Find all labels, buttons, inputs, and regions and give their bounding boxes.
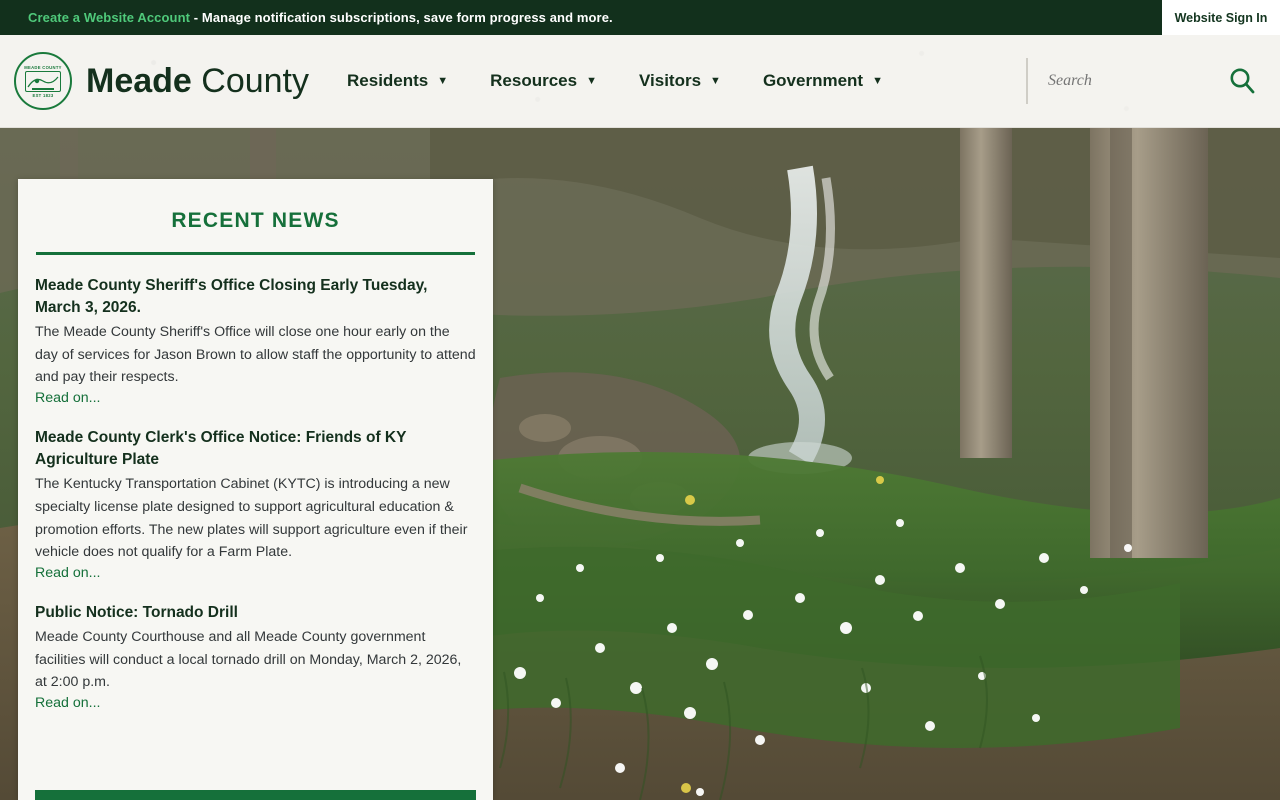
news-item	[35, 255, 476, 407]
website-sign-in-button[interactable]: Website Sign In	[1162, 0, 1280, 35]
news-item-title[interactable]: Meade County Clerk's Office Notice: Friends of KY Agriculture Plate	[35, 429, 407, 469]
county-seal-icon	[14, 52, 72, 110]
nav-label-government: Government	[762, 71, 864, 90]
news-item-body: The Meade County Sheriff's Office will close one hour early on the day of services for Jason Brown to allow staff the opportunity to attend and pay their respects.	[35, 324, 476, 386]
seal-bottom-text: EST 1823	[32, 92, 54, 98]
recent-news-card	[18, 179, 493, 800]
utility-bar	[0, 0, 1280, 35]
nav-label-visitors: Visitors	[638, 71, 702, 90]
news-item-read-on-link[interactable]: Read on...	[35, 695, 101, 712]
chevron-down-icon: ▼	[437, 75, 449, 87]
main-nav	[347, 71, 925, 91]
nav-item-residents[interactable]	[347, 71, 448, 91]
nav-label-residents: Residents	[347, 71, 429, 90]
news-item-title[interactable]: Public Notice: Tornado Drill	[35, 604, 238, 622]
news-item-read-on-link[interactable]: Read on...	[35, 390, 101, 407]
search-icon[interactable]	[1222, 61, 1262, 101]
account-message	[0, 10, 613, 25]
site-name-light: County	[191, 62, 310, 100]
news-list	[18, 255, 493, 712]
seal-emblem-icon	[25, 71, 61, 92]
search-area	[1026, 58, 1262, 104]
nav-item-government[interactable]	[763, 71, 883, 91]
nav-label-resources: Resources	[490, 71, 578, 90]
news-item-title[interactable]: Meade County Sheriff's Office Closing Early Tuesday, March 3, 2026.	[35, 277, 428, 316]
site-header	[0, 35, 1280, 128]
recent-news-heading: RECENT NEWS	[171, 209, 340, 232]
search-input[interactable]	[1046, 71, 1222, 91]
chevron-down-icon: ▼	[710, 75, 721, 87]
nav-item-visitors[interactable]	[639, 71, 721, 91]
news-item-body: The Kentucky Transportation Cabinet (KYTC) is introducing a new specialty license plate designed to support agricultural education & promotion efforts. The new plates will support agriculture even if their vehicle does not qualify for a Farm Plate.	[35, 476, 468, 561]
create-account-link[interactable]: Create a Website Account	[28, 10, 191, 25]
site-name-bold: Meade	[86, 62, 192, 100]
nav-item-resources[interactable]	[490, 71, 597, 91]
news-footer-bar	[35, 790, 476, 800]
news-item	[35, 407, 476, 582]
news-item	[35, 582, 476, 712]
site-name	[86, 64, 309, 98]
chevron-down-icon: ▼	[586, 75, 597, 87]
news-item-body: Meade County Courthouse and all Meade County government facilities will conduct a local tornado drill on Monday, March 2, 2026, at 2:00 p.m.	[35, 629, 462, 691]
seal-top-text: MEADE COUNTY	[24, 64, 62, 70]
site-logo[interactable]	[14, 52, 309, 110]
news-item-read-on-link[interactable]: Read on...	[35, 565, 101, 582]
chevron-down-icon: ▼	[872, 75, 883, 87]
account-message-text: - Manage notification subscriptions, save form progress and more.	[190, 10, 613, 25]
